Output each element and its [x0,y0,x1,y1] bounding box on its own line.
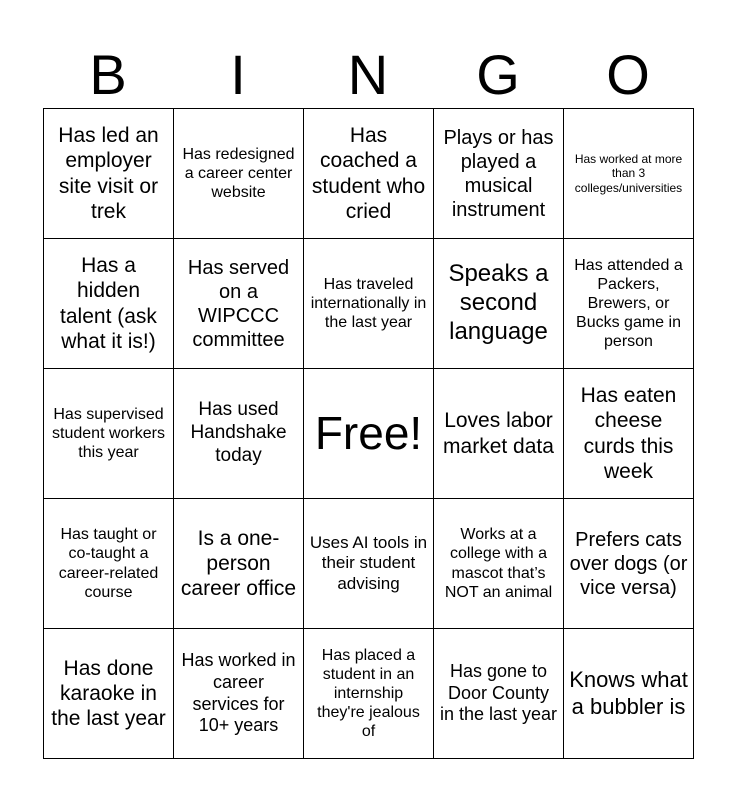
header-letter-n: N [347,43,389,106]
header-letter-o: O [606,43,650,106]
bingo-cell: Prefers cats over dogs (or vice versa) [564,499,694,629]
bingo-cell: Has led an employer site visit or trek [44,109,174,239]
bingo-cell: Has coached a student who cried [304,109,434,239]
board-row [44,109,694,239]
bingo-board [43,108,694,759]
bingo-cell: Is a one-person career office [174,499,304,629]
bingo-cell: Has taught or co-taught a career-related course [44,499,174,629]
board-row [44,369,694,499]
bingo-cell: Has supervised student workers this year [44,369,174,499]
bingo-cell: Has placed a student in an internship they're jealous of [304,629,434,759]
free-cell: Free! [304,369,434,499]
bingo-cell: Has a hidden talent (ask what it is!) [44,239,174,369]
board-row [44,499,694,629]
bingo-cell: Has eaten cheese curds this week [564,369,694,499]
bingo-cell: Knows what a bubbler is [564,629,694,759]
bingo-cell: Uses AI tools in their student advising [304,499,434,629]
bingo-cell: Speaks a second language [434,239,564,369]
board-row [44,239,694,369]
bingo-header [43,42,693,108]
header-letter-b: B [89,43,127,106]
bingo-cell: Loves labor market data [434,369,564,499]
bingo-cell: Has attended a Packers, Brewers, or Bucks game in person [564,239,694,369]
bingo-cell: Has traveled internationally in the last year [304,239,434,369]
header-letter-i: I [230,43,246,106]
bingo-cell: Plays or has played a musical instrument [434,109,564,239]
bingo-cell: Has worked in career services for 10+ years [174,629,304,759]
bingo-cell: Has worked at more than 3 colleges/universities [564,109,694,239]
header-letter-g: G [476,43,520,106]
board-row [44,629,694,759]
bingo-cell: Has used Handshake today [174,369,304,499]
bingo-cell: Has served on a WIPCCC committee [174,239,304,369]
bingo-cell: Has gone to Door County in the last year [434,629,564,759]
bingo-cell: Has done karaoke in the last year [44,629,174,759]
bingo-cell: Works at a college with a mascot that’s NOT an animal [434,499,564,629]
bingo-cell: Has redesigned a career center website [174,109,304,239]
